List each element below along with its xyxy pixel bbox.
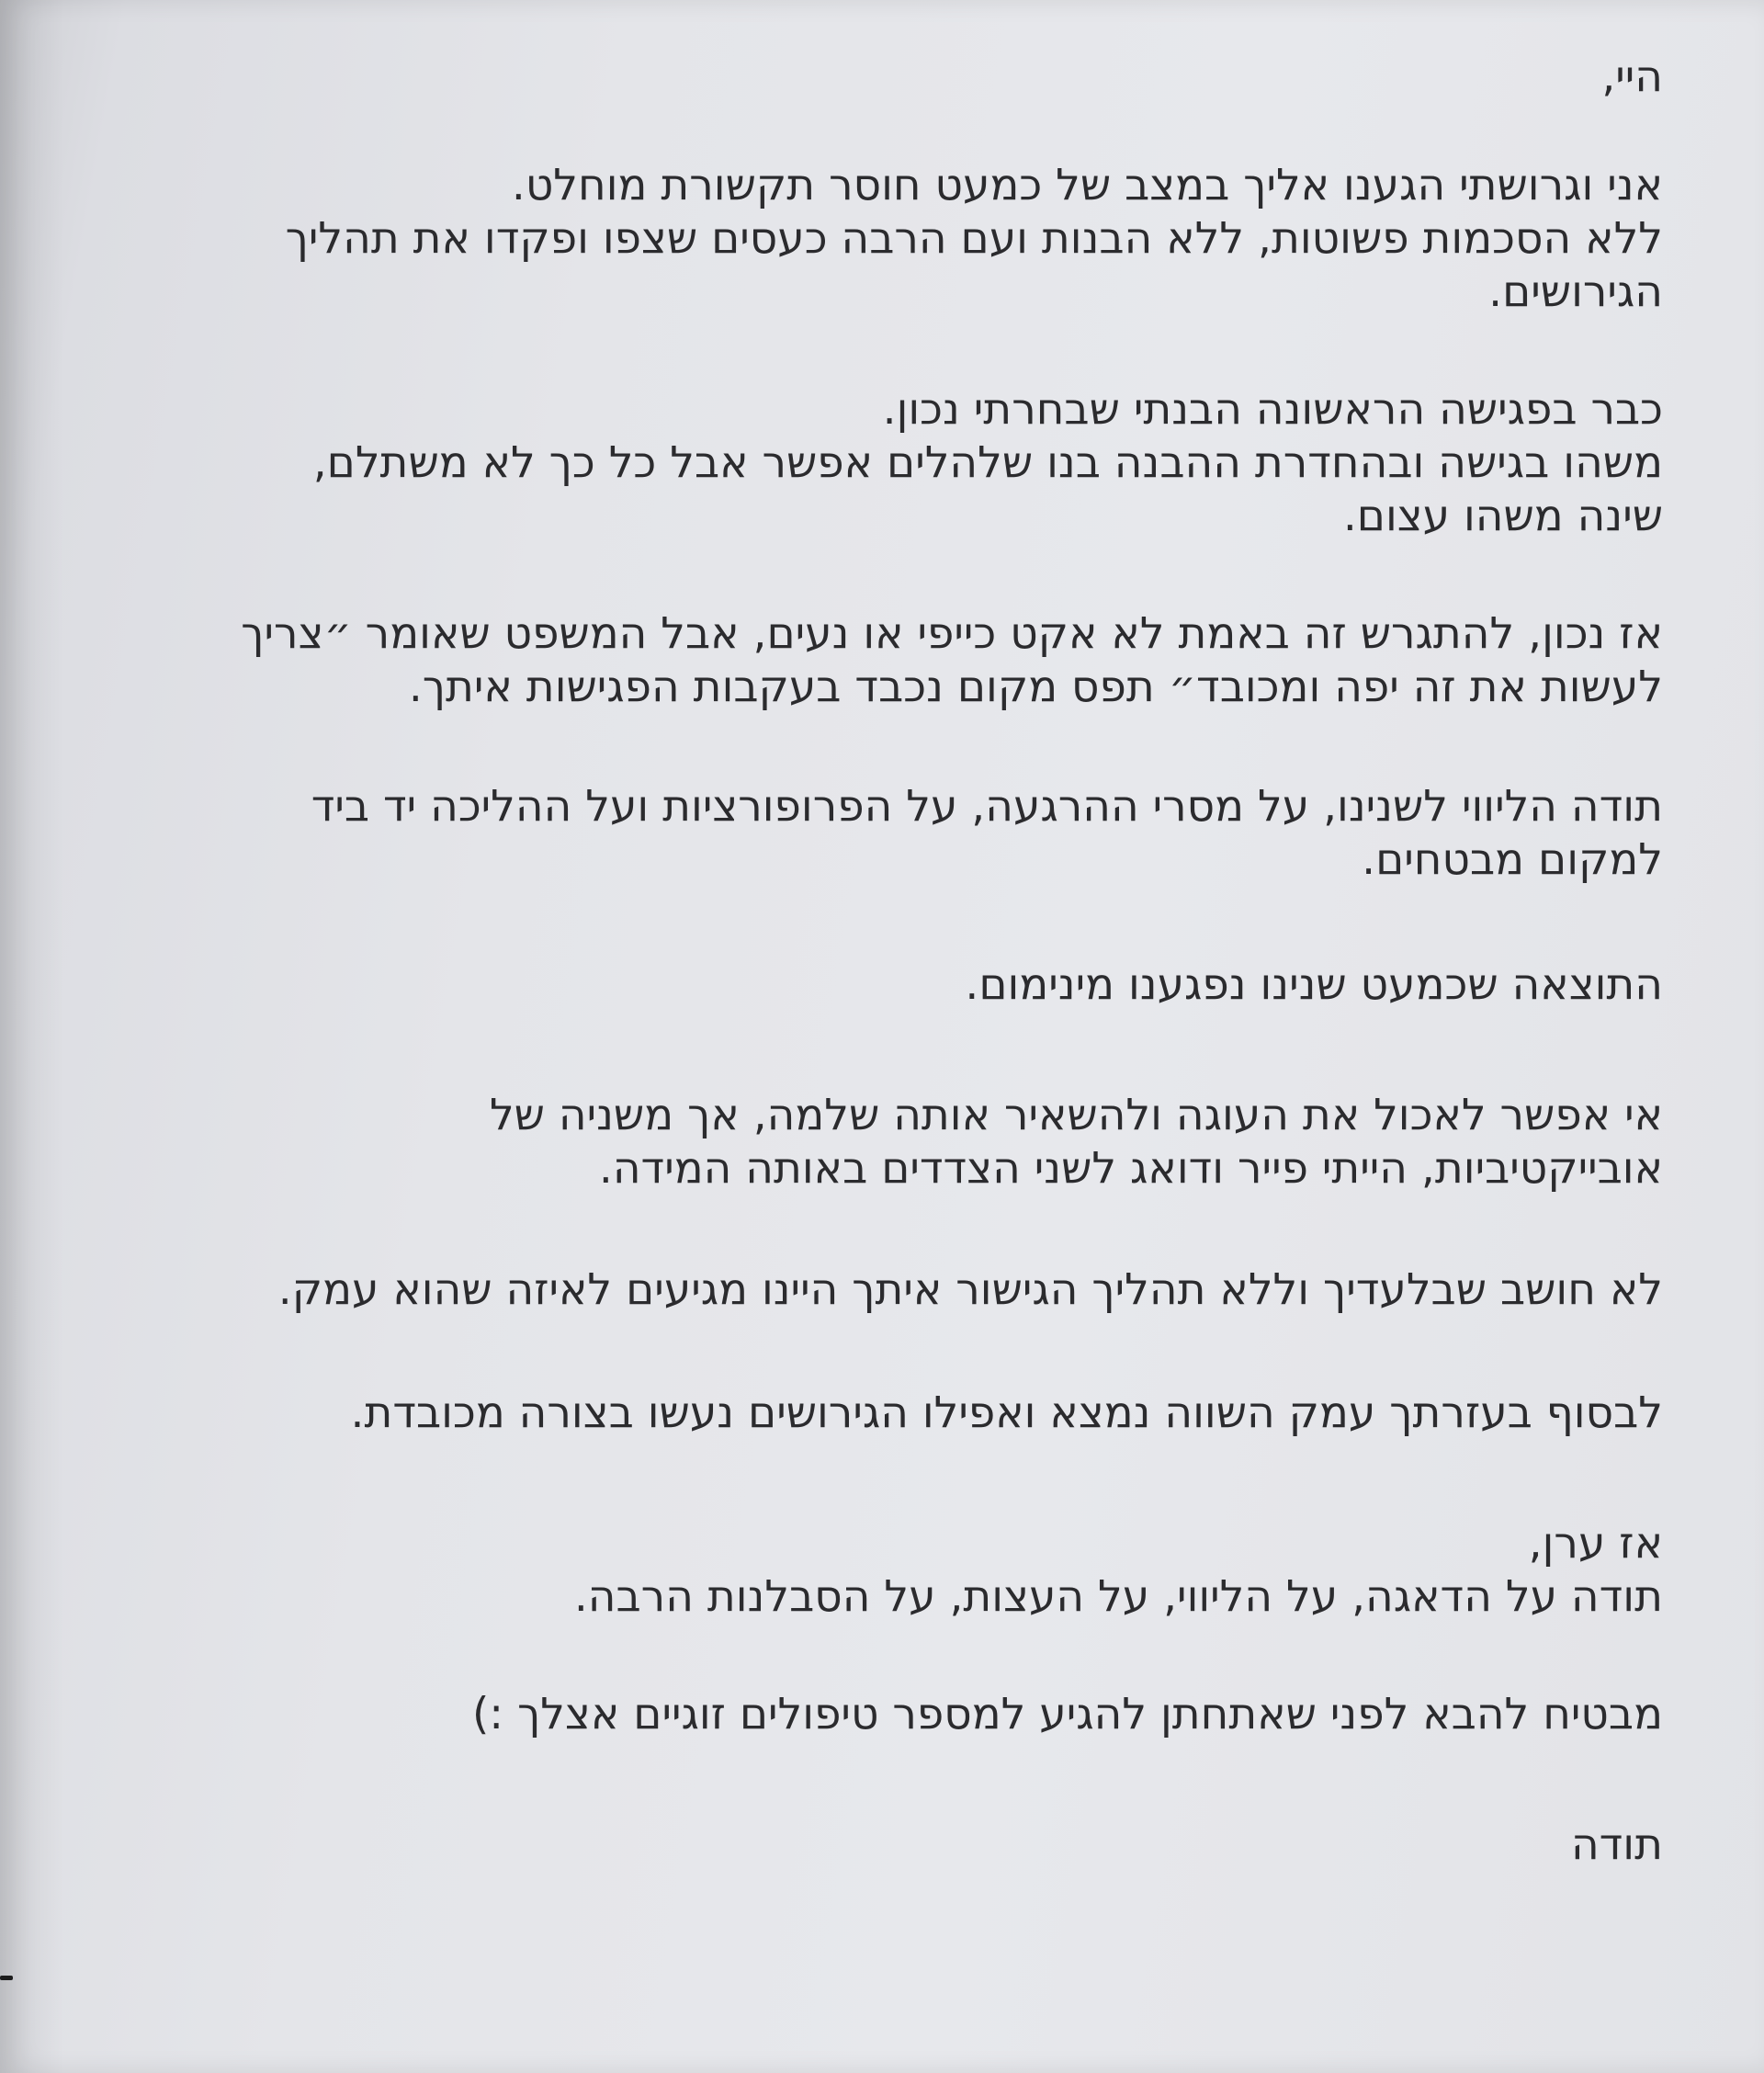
text-line: אז ערן, — [1528, 1518, 1663, 1569]
page-shadow — [0, 0, 64, 2073]
text-line: אני וגרושתי הגענו אליך במצב של כמעט חוסר תקשורת מוחלט. — [511, 160, 1663, 210]
text-line: אובייקטיביות, הייתי פייר ודואג לשני הצדדים באותה המידה. — [598, 1143, 1663, 1194]
paragraph-7 — [83, 1263, 1663, 1317]
closing — [83, 1818, 1663, 1872]
paragraph-9 — [83, 1517, 1663, 1624]
letter-body — [83, 51, 1663, 1931]
greeting-line: היי, — [1601, 51, 1663, 102]
paragraph-8 — [83, 1387, 1663, 1440]
text-line: ללא הסכמות פשוטות, ללא הבנות ועם הרבה כעסים שצפו ופקדו את תהליך — [285, 213, 1663, 264]
text-line: אי אפשר לאכול את העוגה ולהשאיר אותה שלמה, אך משניה של — [489, 1090, 1663, 1140]
paragraph-10 — [83, 1688, 1663, 1741]
greeting — [83, 51, 1663, 104]
text-line: אז נכון, להתגרש זה באמת לא אקט כייפי או נעים, אבל המשפט שאומר ״צריך — [241, 608, 1663, 659]
text-line: מבטיח להבא לפני שאתחתן להגיע למספר טיפולים זוגיים אצלך :) — [471, 1689, 1663, 1739]
text-line: למקום מבטחים. — [1362, 834, 1663, 885]
paragraph-3 — [83, 607, 1663, 714]
text-line: הגירושים. — [1488, 266, 1663, 317]
paragraph-5 — [83, 958, 1663, 1012]
text-line: לבסוף בעזרתך עמק השווה נמצא ואפילו הגירושים נעשו בצורה מכובדת. — [350, 1388, 1663, 1438]
paragraph-1 — [83, 159, 1663, 319]
closing-line: תודה — [1570, 1819, 1663, 1870]
text-line: התוצאה שכמעט שנינו נפגענו מינימום. — [965, 959, 1663, 1010]
text-line: לא חושב שבלעדיך וללא תהליך הגישור איתך היינו מגיעים לאיזה שהוא עמק. — [277, 1264, 1663, 1315]
text-line: שינה משהו עצום. — [1342, 491, 1663, 541]
text-line: תודה הליווי לשנינו, על מסרי ההרגעה, על הפרופורציות ועל ההליכה יד ביד — [311, 781, 1663, 832]
text-line: כבר בפגישה הראשונה הבנתי שבחרתי נכון. — [882, 384, 1663, 435]
text-line: תודה על הדאגה, על הליווי, על העצות, על הסבלנות הרבה. — [573, 1571, 1663, 1622]
paragraph-4 — [83, 780, 1663, 887]
text-line: לעשות את זה יפה ומכובד״ תפס מקום נכבד בעקבות הפגישות איתך. — [408, 662, 1663, 712]
text-line: משהו בגישה ובהחדרת ההבנה בנו שלהלים אפשר אבל כל כך לא משתלם, — [312, 437, 1663, 488]
paragraph-6 — [83, 1089, 1663, 1195]
paragraph-2 — [83, 383, 1663, 543]
pen-mark — [0, 1976, 13, 1980]
